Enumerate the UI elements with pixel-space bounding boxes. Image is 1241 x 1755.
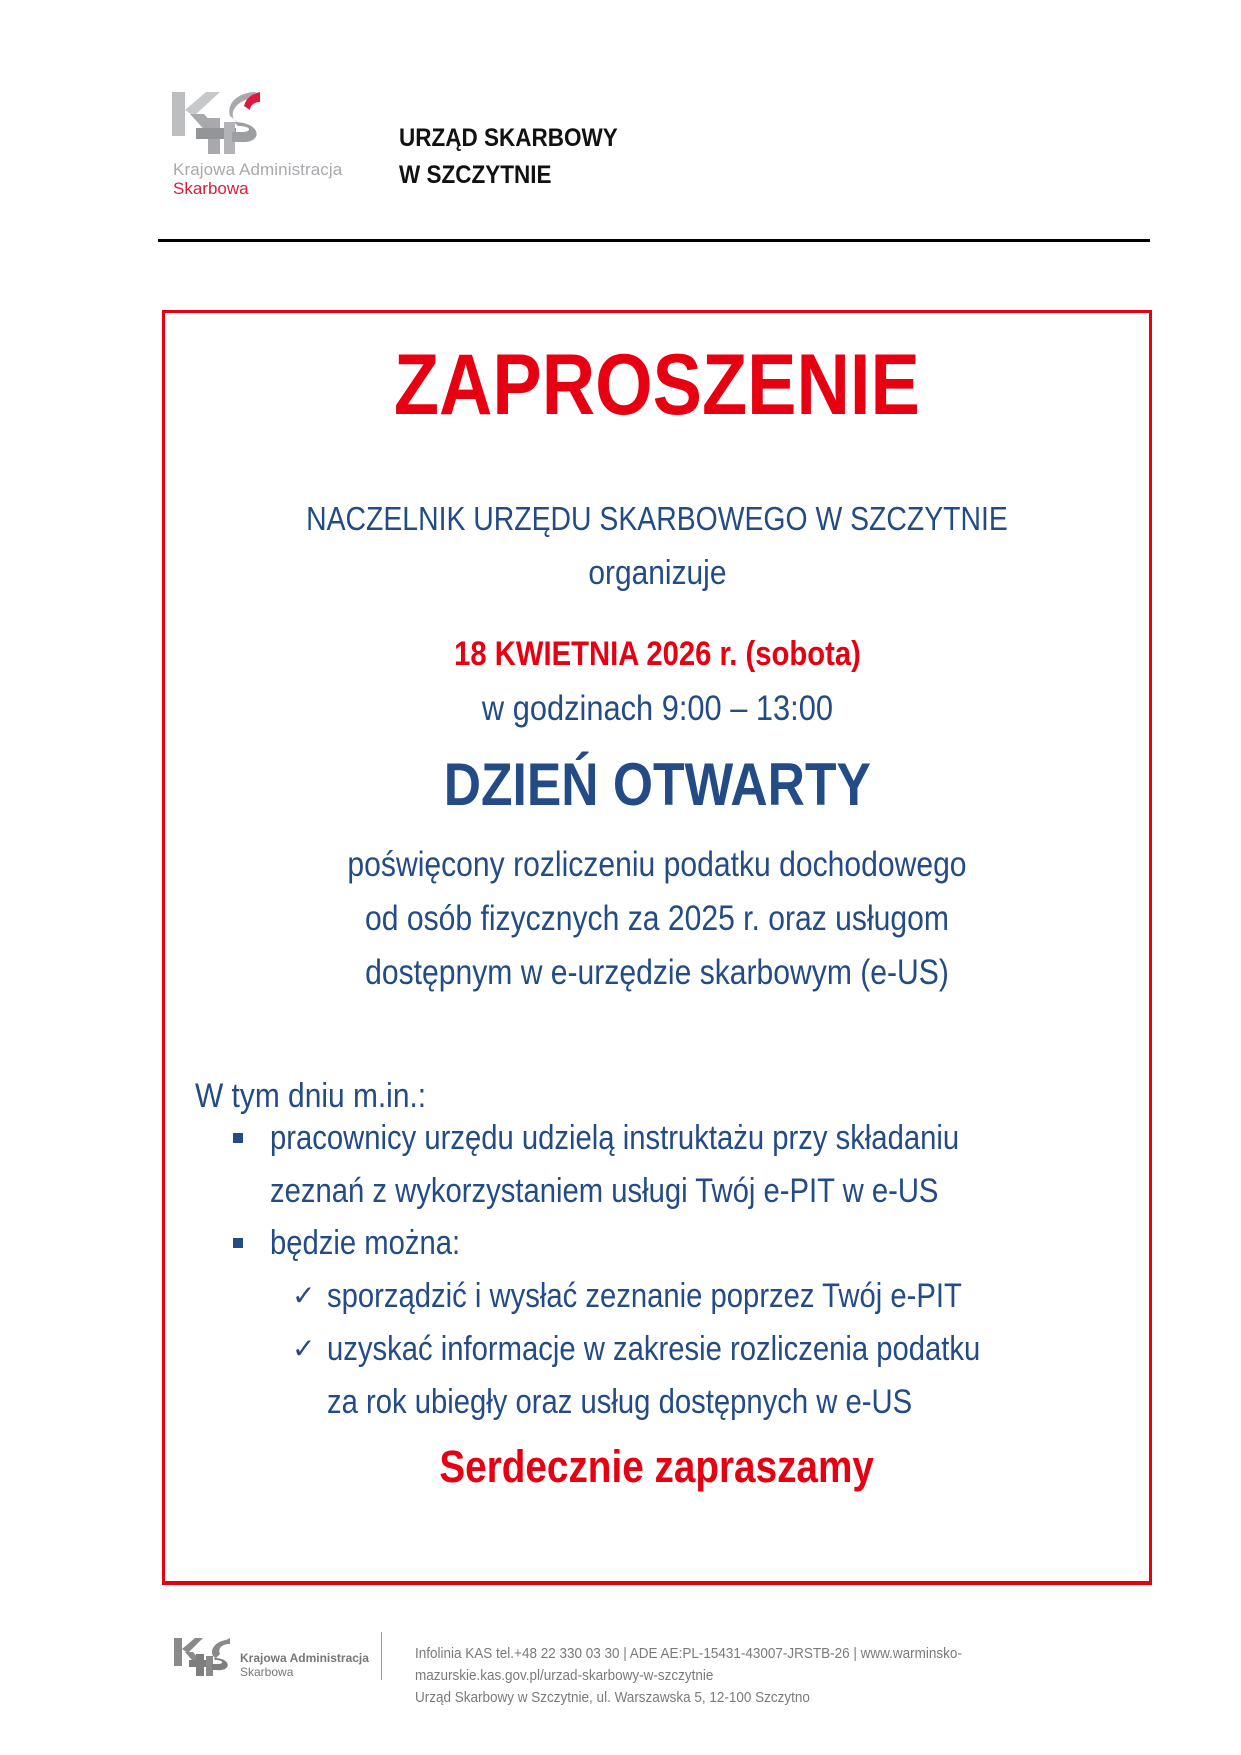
footer-contact-line: Infolinia KAS tel.+48 22 330 03 30 | ADE AE:PL-15431-43007-JRSTB-26 | www.warminsko-	[415, 1645, 962, 1662]
invitation-title	[162, 335, 1152, 435]
kas-logo-small-icon	[174, 1638, 232, 1676]
event-name	[162, 750, 1152, 820]
check-item-line: za rok ubiegły oraz usług dostępnych w e-US	[327, 1383, 913, 1421]
event-name-text: DZIEŃ OTWARTY	[443, 751, 871, 818]
description-line: od osób fizycznych za 2025 r. oraz usługom	[365, 899, 949, 938]
checkmark-icon: ✓	[292, 1333, 316, 1364]
logo-text-skarbowa: Skarbowa	[173, 179, 249, 198]
event-date-text: 18 KWIETNIA 2026 r. (sobota)	[453, 635, 861, 673]
office-name	[399, 120, 618, 194]
header-divider	[158, 239, 1150, 242]
square-bullet-icon	[233, 1238, 243, 1248]
agenda-intro: W tym dniu m.in.:	[195, 1077, 427, 1115]
agenda-item-line: zeznań z wykorzystaniem usługi Twój e-PIT w e-US	[270, 1172, 939, 1210]
office-name-line2: W SZCZYTNIE	[399, 161, 552, 189]
check-item-line: sporządzić i wysłać zeznanie poprzez Twój e-PIT	[327, 1277, 962, 1315]
checkmark-icon: ✓	[292, 1280, 316, 1311]
organizes-text: organizuje	[587, 554, 727, 592]
footer-contact-line: Urząd Skarbowy w Szczytnie, ul. Warszawska 5, 12-100 Szczytno	[415, 1689, 810, 1706]
description-line: poświęcony rozliczeniu podatku dochodowego	[347, 845, 967, 884]
invitation-title-text: ZAPROSZENIE	[394, 337, 920, 433]
organizer-line	[162, 499, 1152, 539]
kas-logo-icon	[172, 92, 264, 154]
closing-text: Serdecznie zapraszamy	[439, 1441, 875, 1492]
description-line: dostępnym w e-urzędzie skarbowym (e-US)	[365, 953, 949, 992]
footer-logo-text-skarbowa: Skarbowa	[240, 1665, 294, 1679]
event-hours-text: w godzinach 9:00 – 13:00	[481, 689, 833, 728]
square-bullet-icon	[233, 1133, 243, 1143]
agenda-item-line: pracownicy urzędu udzielą instruktażu przy składaniu	[270, 1119, 960, 1157]
footer-logo-text-krajowa: Krajowa Administracja	[240, 1651, 369, 1665]
organizer-text: NACZELNIK URZĘDU SKARBOWEGO W SZCZYTNIE	[306, 500, 1008, 537]
logo-text-krajowa: Krajowa Administracja	[173, 160, 343, 179]
event-hours	[162, 688, 1152, 730]
event-description	[162, 838, 1152, 1000]
footer-contact-line: mazurskie.kas.gov.pl/urzad-skarbowy-w-szczytnie	[415, 1667, 714, 1684]
closing-line	[162, 1440, 1152, 1494]
event-date	[162, 634, 1152, 674]
agenda-item-line: będzie można:	[270, 1224, 461, 1262]
footer-divider	[381, 1632, 382, 1680]
check-item-line: uzyskać informacje w zakresie rozliczenia podatku	[327, 1330, 981, 1368]
office-name-line1: URZĄD SKARBOWY	[399, 124, 618, 152]
organizes-line	[162, 553, 1152, 593]
